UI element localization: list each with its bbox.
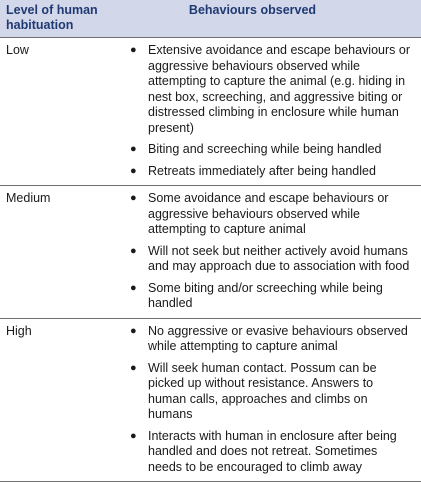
behaviour-list [124, 43, 415, 179]
bullet-icon: ● [130, 281, 137, 294]
table-header [0, 0, 421, 38]
bullet-icon: ● [130, 44, 137, 56]
table-body [0, 38, 421, 482]
bullet-icon: ● [130, 361, 137, 374]
behaviours-cell [118, 38, 421, 186]
list-item [124, 281, 415, 312]
behaviour-text: No aggressive or evasive behaviours observed while attempting to capture animal [148, 323, 408, 353]
bullet-icon: ● [130, 429, 137, 442]
bullet-icon: ● [130, 192, 137, 204]
behaviour-text: Will not seek but neither actively avoid humans and may approach due to association with food [148, 243, 410, 273]
bullet-icon: ● [130, 164, 137, 177]
list-item [124, 142, 415, 158]
level-cell: High [0, 318, 118, 482]
header-behaviours: Behaviours observed [118, 0, 421, 38]
level-cell: Medium [0, 186, 118, 319]
behaviours-cell [118, 318, 421, 482]
list-item [124, 429, 415, 476]
list-item [124, 244, 415, 275]
behaviour-list [124, 191, 415, 312]
bullet-icon: ● [130, 324, 137, 337]
behaviour-text: Some avoidance and escape behaviours or aggressive behaviours observed while attempting to capture animal [148, 191, 389, 236]
list-item [124, 361, 415, 423]
behaviour-text: Retreats immediately after being handled [148, 163, 376, 178]
bullet-icon: ● [130, 143, 137, 155]
behaviour-text: Some biting and/or screeching while being handled [148, 280, 383, 310]
bullet-icon: ● [130, 244, 137, 257]
behaviour-text: Extensive avoidance and escape behaviours or aggressive behaviours observed while attempting to capture the animal (e.g. hiding in nest box, screeching, and aggressive biting or distressed climbing in enclosure while human present) [148, 43, 410, 135]
behaviour-text: Will seek human contact. Possum can be picked up without resistance. Answers to human calls, approaches and climbs on humans [148, 360, 377, 421]
list-item [124, 324, 415, 355]
table-row [0, 38, 421, 186]
level-cell: Low [0, 38, 118, 186]
behaviour-text: Interacts with human in enclosure after being handled and does not retreat. Sometimes needs to be encouraged to climb away [148, 428, 397, 474]
list-item [124, 164, 415, 180]
behaviour-list [124, 324, 415, 476]
table-row [0, 186, 421, 319]
list-item [124, 43, 415, 136]
header-level: Level of human habituation [0, 0, 118, 38]
behaviours-cell [118, 186, 421, 319]
table-row [0, 318, 421, 482]
behaviour-text: Biting and screeching while being handled [148, 142, 382, 156]
list-item [124, 191, 415, 238]
header-row [0, 0, 421, 38]
